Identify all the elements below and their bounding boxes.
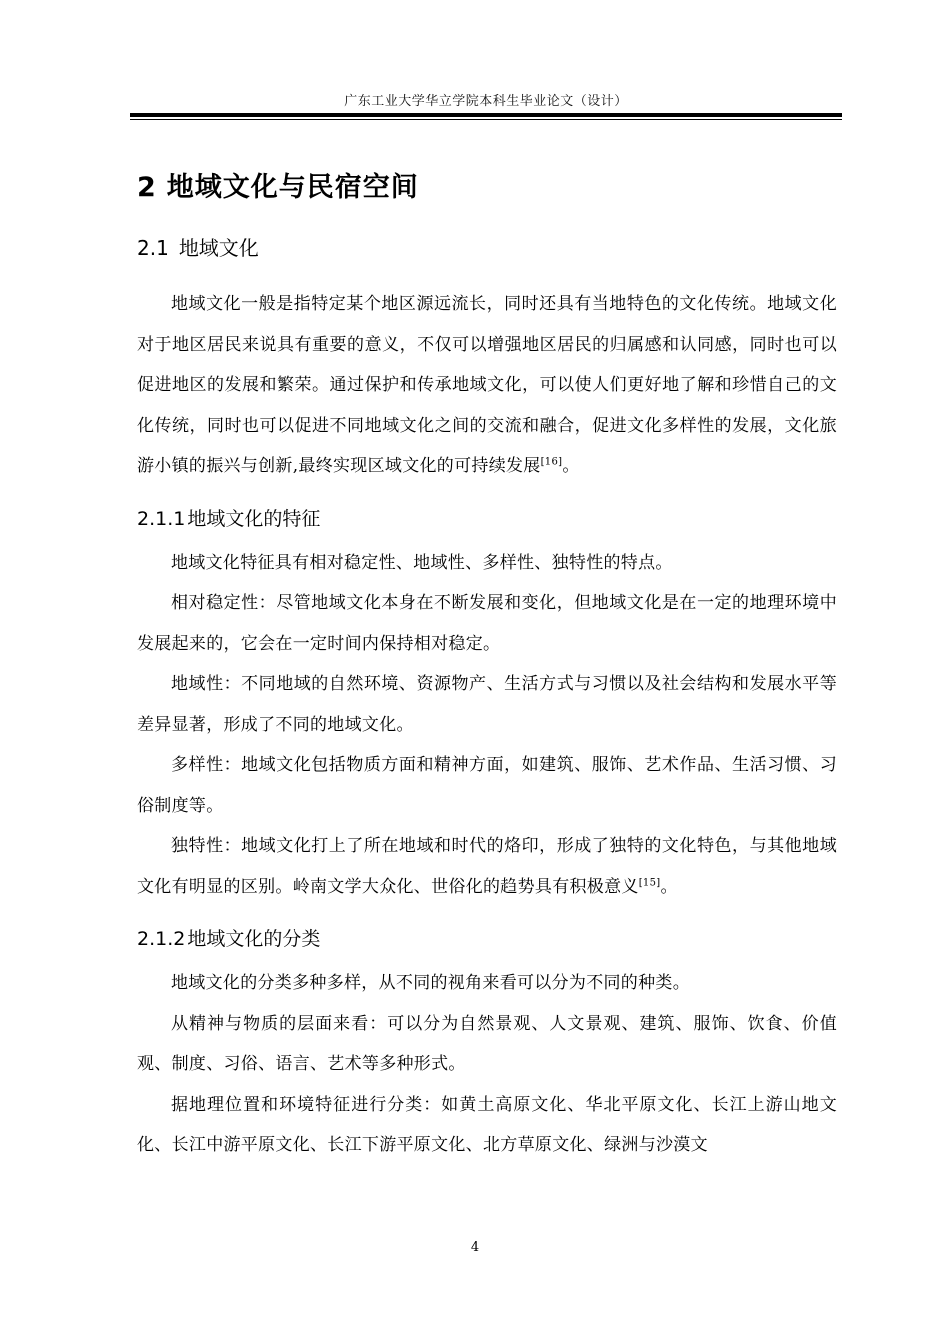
citation-16: [16]	[540, 456, 563, 468]
paragraph-spiritual-material: 从精神与物质的层面来看：可以分为自然景观、人文景观、建筑、服饰、饮食、价值观、制度、习俗、语言、艺术等多种形式。	[137, 1013, 837, 1074]
page-number: 4	[470, 1240, 480, 1255]
paragraph-end: 。	[562, 456, 580, 476]
header-rule-thick	[130, 113, 842, 117]
citation-15: [15]	[638, 876, 661, 888]
paragraph-text: 地域文化一般是指特定某个地区源远流长，同时还具有当地特色的文化传统。地域文化对于地区居民来说具有重要的意义，不仅可以增强地区居民的归属感和认同感，同时也可以促进地区的发展和繁荣。通过保护和传承地域文化，可以使人们更好地了解和珍惜自己的文化传统，同时也可以促进不同地域文化之间的交流和融合，促进文化多样性的发展，文化旅游小镇的振兴与创新,最终实现区域文化的可持续发展	[137, 294, 837, 476]
paragraph-regionality: 地域性：不同地域的自然环境、资源物产、生活方式与习惯以及社会结构和发展水平等差异显著，形成了不同的地域文化。	[137, 674, 837, 735]
section-number: 2.1	[137, 236, 169, 260]
paragraph-definition	[137, 284, 837, 487]
subsection-title: 地域文化的特征	[187, 507, 321, 530]
section-heading-2-1	[137, 228, 837, 268]
paragraph-text: 独特性：地域文化打上了所在地域和时代的烙印，形成了独特的文化特色，与其他地域文化有明显的区别。岭南文学大众化、世俗化的趋势具有积极意义	[137, 836, 837, 897]
paragraph-stability: 相对稳定性：尽管地域文化本身在不断发展和变化，但地域文化是在一定的地理环境中发展起来的，它会在一定时间内保持相对稳定。	[137, 593, 837, 654]
paragraph-features-intro: 地域文化特征具有相对稳定性、地域性、多样性、独特性的特点。	[171, 552, 673, 573]
subsection-heading-2-1-2	[137, 921, 837, 957]
header-rule-thin	[130, 119, 842, 120]
subsection-number: 2.1.1	[137, 507, 186, 530]
paragraph-diversity: 多样性：地域文化包括物质方面和精神方面，如建筑、服饰、艺术作品、生活习惯、习俗制度等。	[137, 755, 837, 816]
section-title: 地域文化	[178, 236, 259, 260]
chapter-number: 2	[137, 172, 157, 203]
chapter-heading	[137, 160, 837, 216]
page-header: 广东工业大学华立学院本科生毕业论文（设计）	[344, 94, 628, 109]
chapter-title: 地域文化与民宿空间	[166, 172, 419, 203]
paragraph-classification-intro: 地域文化的分类多种多样，从不同的视角来看可以分为不同的种类。	[171, 973, 690, 993]
subsection-heading-2-1-1	[137, 501, 837, 537]
subsection-number: 2.1.2	[137, 928, 186, 950]
paragraph-uniqueness	[137, 826, 837, 907]
page-body	[137, 160, 837, 1166]
subsection-title: 地域文化的分类	[187, 928, 321, 950]
paragraph-end: 。	[660, 876, 678, 897]
paragraph-geographic: 据地理位置和环境特征进行分类：如黄土高原文化、华北平原文化、长江上游山地文化、长江中游平原文化、长江下游平原文化、北方草原文化、绿洲与沙漠文	[137, 1094, 837, 1155]
